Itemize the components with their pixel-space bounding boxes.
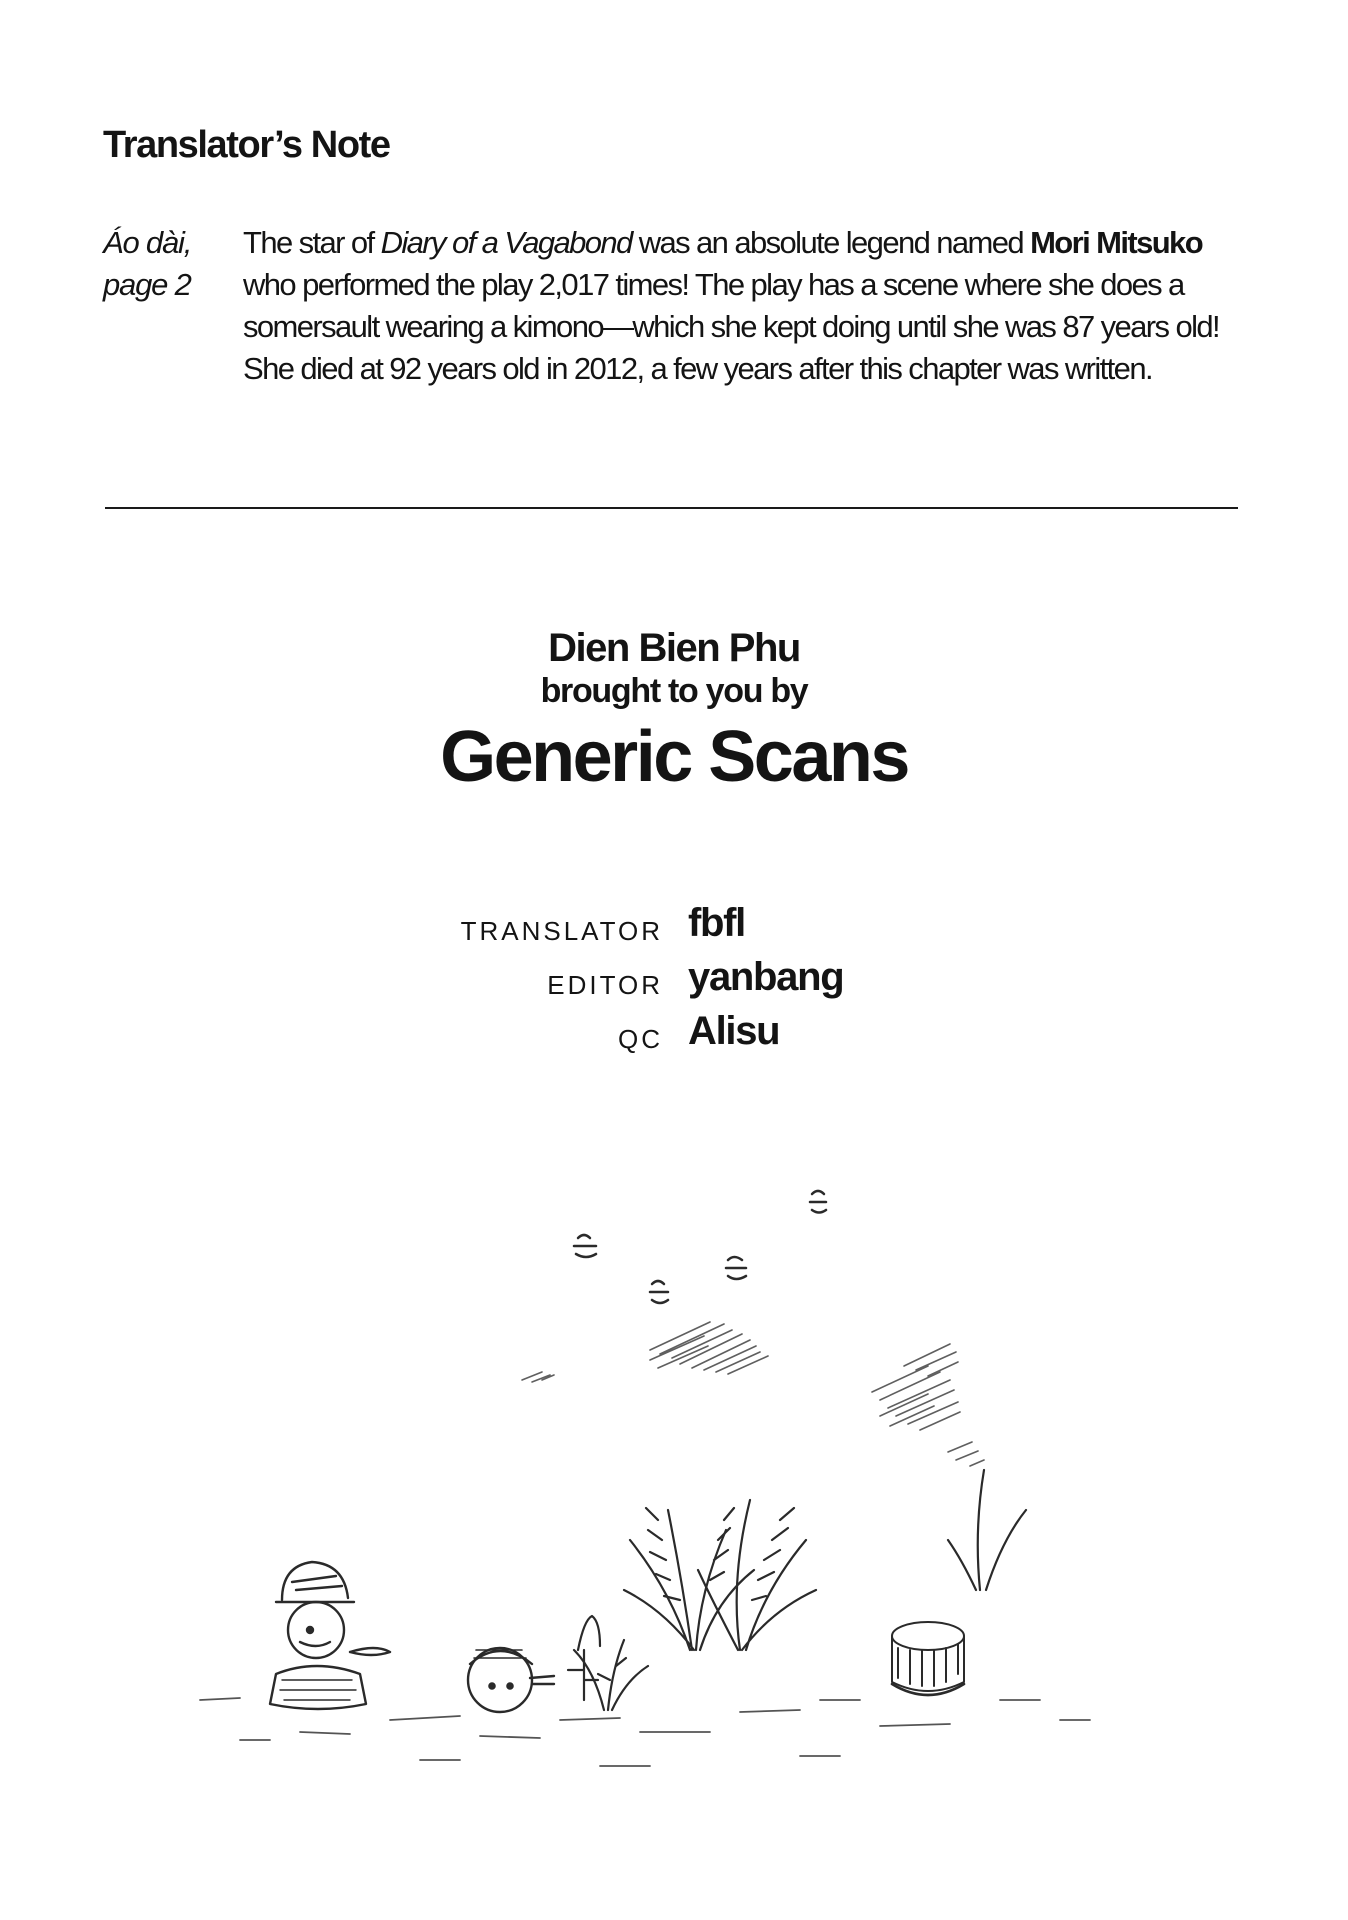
staff-row-qc [0,1008,1348,1062]
staff-name: Alisu [688,1009,780,1053]
note-body [243,222,1263,390]
note-line-1-middle: was an absolute legend named [631,225,1031,260]
child-with-headband [468,1648,554,1712]
actress-name: Mori Mitsuko [1030,225,1203,260]
brought-to-you-by: brought to you by [540,672,808,710]
distant-brush [522,1322,984,1466]
tree-stump [892,1622,964,1695]
note-line-2: who performed the play 2,017 times! The play has a scene where she does a [243,267,1184,302]
staff-credits [0,900,1348,1062]
small-figure [568,1616,600,1700]
translators-note-heading: Translator’s Note [103,124,390,166]
series-title: Dien Bien Phu [548,626,800,670]
scanlation-group-name: Generic Scans [440,717,908,797]
section-divider [105,507,1238,509]
note-line-1-start: The star of [243,225,381,260]
child-with-hat [270,1562,390,1709]
staff-role: EDITOR [547,970,663,1000]
note-line-3: somersault wearing a kimono—which she kept doing until she was 87 years old! [243,309,1220,344]
note-line-1 [243,222,1263,264]
staff-role: TRANSLATOR [460,916,663,946]
pencil-sketch-illustration [180,1180,1240,1830]
staff-row-editor [0,954,1348,1008]
note-line-4: She died at 92 years old in 2012, a few years after this chapter was written. [243,351,1152,386]
staff-row-translator [0,900,1348,954]
staff-name: fbfl [688,901,745,945]
staff-name: yanbang [688,955,844,999]
note-reference-page: page 2 [103,267,191,302]
birds [574,1191,826,1303]
note-reference-label [103,222,233,306]
credits-title-block [0,624,1348,800]
play-title: Diary of a Vagabond [380,225,632,260]
note-reference-term: Áo dài, [103,225,192,260]
staff-role: QC [618,1024,663,1054]
